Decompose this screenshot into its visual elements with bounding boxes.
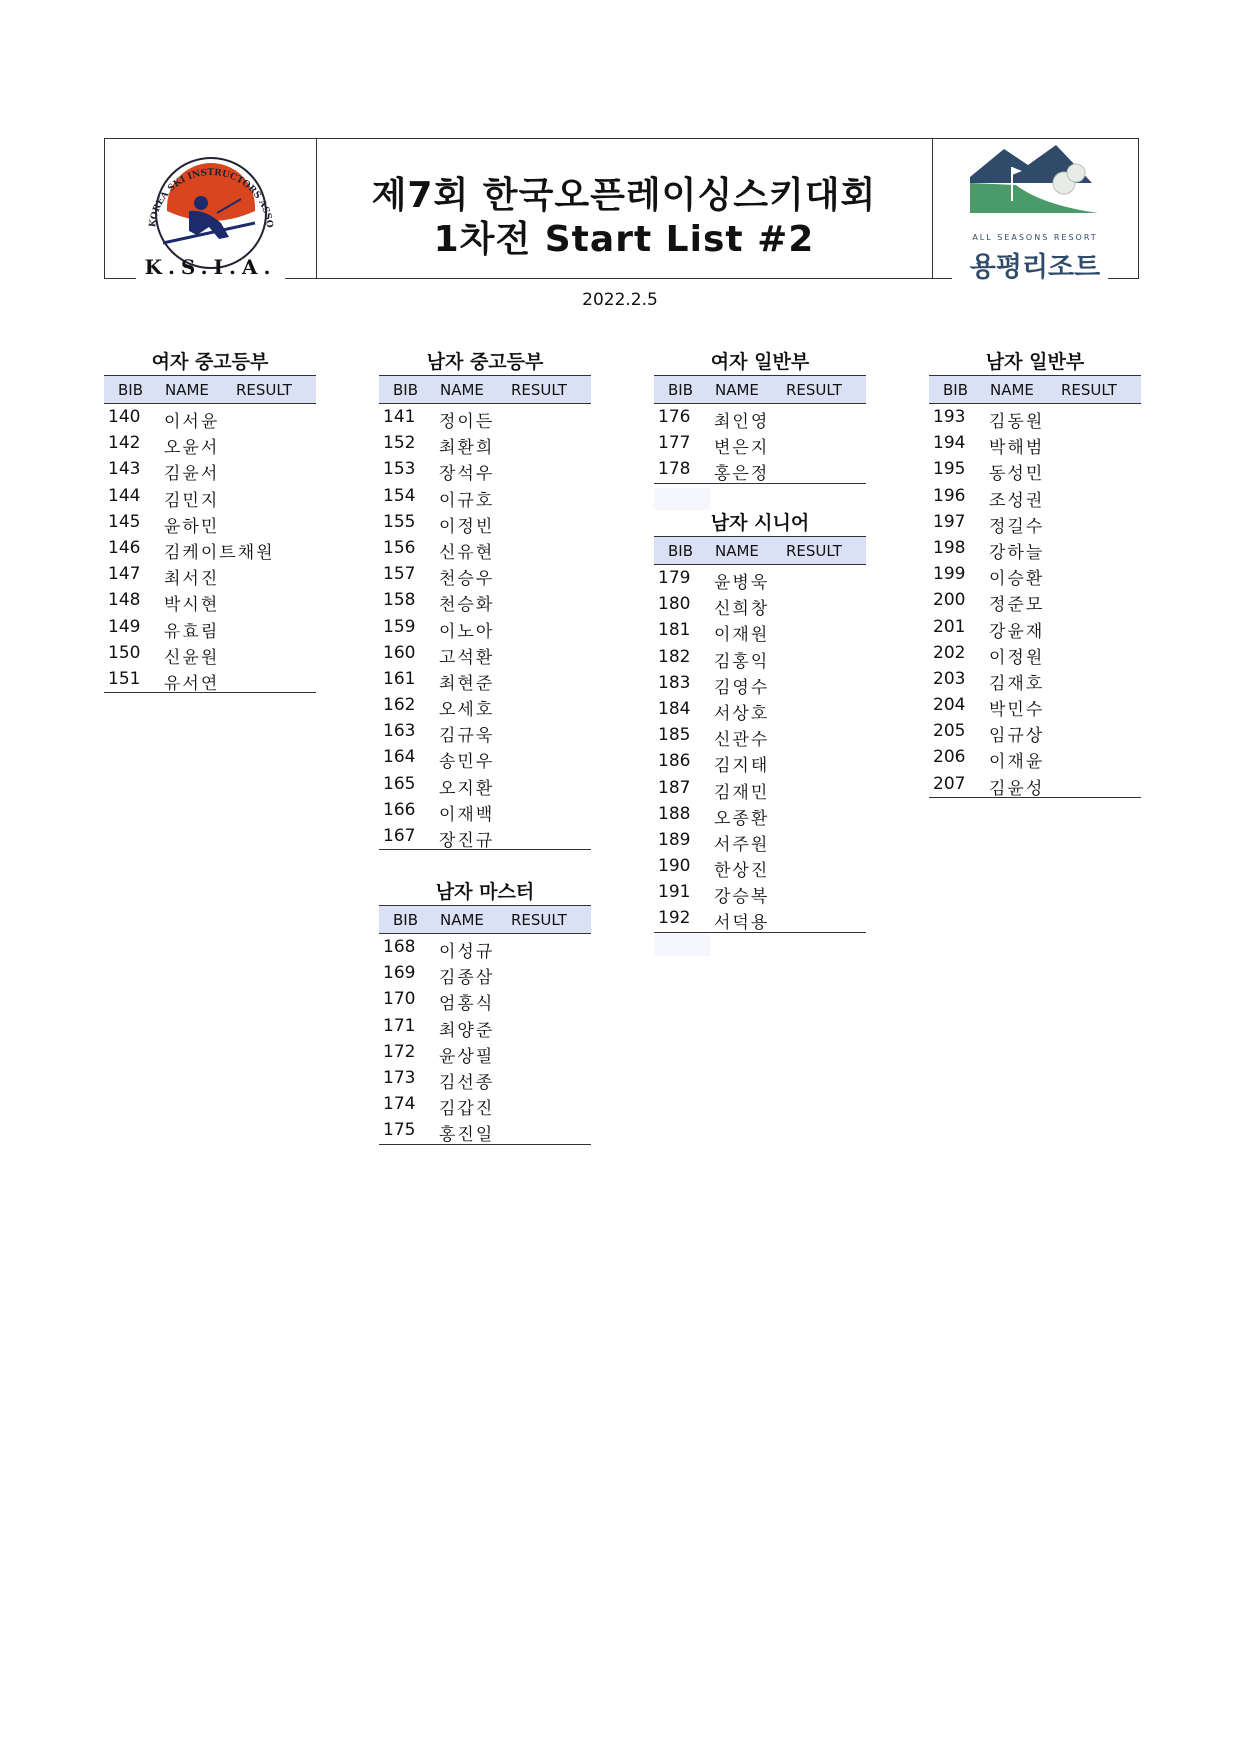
bib-number: 155	[383, 511, 416, 532]
column-bib: BIB	[943, 381, 969, 399]
table-row	[929, 561, 1141, 590]
bib-number: 200	[933, 590, 966, 611]
athlete-name: 이승환	[989, 569, 1045, 590]
athlete-name: 이서윤	[164, 412, 220, 432]
table-row	[654, 775, 866, 801]
bib-number: 153	[383, 459, 416, 480]
bib-number: 158	[383, 590, 416, 611]
table-row	[379, 614, 591, 640]
athlete-name: 김선종	[439, 1072, 495, 1093]
bib-number: 171	[383, 1015, 416, 1036]
section-men-senior	[654, 510, 866, 933]
table-row	[654, 827, 866, 853]
athlete-name: 김갑진	[439, 1099, 495, 1120]
bib-number: 149	[108, 616, 141, 637]
table-row	[379, 934, 591, 960]
section-title: 남자 마스터	[435, 881, 535, 903]
athlete-name: 이재원	[714, 625, 770, 646]
table-row	[379, 771, 591, 797]
column-bib: BIB	[393, 911, 419, 929]
table-row	[654, 430, 866, 459]
bib-number: 170	[383, 989, 416, 1010]
table-row	[654, 696, 866, 722]
table-row	[929, 456, 1141, 485]
athlete-name: 서덕용	[714, 913, 770, 934]
athlete-name: 이노아	[439, 621, 495, 642]
bib-number: 145	[108, 511, 141, 532]
bib-number: 195	[933, 459, 966, 480]
blank-cell	[654, 934, 710, 956]
bib-number: 143	[108, 459, 141, 480]
athlete-name: 변은지	[714, 438, 770, 459]
table-row	[654, 879, 866, 908]
ksia-arc-text: KOREA SKI INSTRUCTORS ASSO	[148, 167, 275, 229]
athlete-name: 최환희	[439, 438, 495, 459]
section-men-junior	[379, 349, 591, 850]
bib-number: 197	[933, 511, 966, 532]
table-row	[929, 614, 1141, 640]
table-row	[104, 535, 316, 561]
table-header	[654, 536, 866, 565]
athlete-name: 정길수	[989, 516, 1045, 537]
athlete-name: 최현준	[439, 673, 495, 694]
athlete-name: 엄홍식	[439, 994, 495, 1015]
event-date: 2022.2.5	[582, 290, 658, 310]
column-name: NAME	[715, 381, 759, 399]
table-row	[104, 509, 316, 535]
bib-number: 203	[933, 668, 966, 689]
column-result: RESULT	[786, 381, 842, 399]
bib-number: 204	[933, 695, 966, 716]
column-bib: BIB	[668, 542, 694, 560]
bib-number: 191	[658, 882, 691, 903]
table-row	[379, 404, 591, 430]
table-row	[379, 666, 591, 692]
table-row	[379, 960, 591, 989]
bib-number: 185	[658, 725, 691, 746]
bib-number: 159	[383, 616, 416, 637]
ksia-caption: K.S.I.A.	[144, 255, 277, 279]
page-subtitle: 1차전 Start List #2	[433, 219, 815, 260]
table-row	[104, 614, 316, 640]
athlete-name: 김영수	[714, 677, 770, 698]
table-row	[929, 587, 1141, 616]
table-row	[104, 666, 316, 692]
bib-number: 196	[933, 485, 966, 506]
bib-number: 174	[383, 1094, 416, 1115]
athlete-name: 조성권	[989, 490, 1045, 511]
athlete-name: 신관수	[714, 730, 770, 751]
athlete-name: 최서진	[164, 569, 220, 590]
table-row	[379, 587, 591, 616]
table-header	[104, 375, 316, 404]
table-row	[379, 1013, 591, 1039]
athlete-name: 이성규	[439, 942, 495, 962]
athlete-name: 김민지	[164, 490, 220, 511]
table-row	[929, 509, 1141, 535]
section-title: 여자 중고등부	[151, 351, 269, 373]
athlete-name: 김윤성	[989, 778, 1045, 799]
table-row	[379, 797, 591, 823]
bib-number: 187	[658, 777, 691, 798]
resort-name: 용평리조트	[969, 252, 1101, 283]
bib-number: 193	[933, 407, 966, 427]
athlete-name: 오지환	[439, 778, 495, 799]
athlete-name: 임규상	[989, 726, 1045, 747]
athlete-name: 송민우	[439, 752, 495, 773]
table-row	[104, 456, 316, 485]
table-row	[929, 404, 1141, 430]
table-row	[654, 456, 866, 485]
athlete-name: 홍진일	[439, 1125, 495, 1146]
table-row	[379, 456, 591, 485]
bib-number: 154	[383, 485, 416, 506]
bib-number: 184	[658, 698, 691, 719]
table-row	[929, 692, 1141, 721]
bib-number: 144	[108, 485, 141, 506]
table-row	[929, 535, 1141, 561]
bib-number: 202	[933, 642, 966, 663]
athlete-name: 오종환	[714, 808, 770, 829]
bib-number: 181	[658, 620, 691, 641]
athlete-name: 유서연	[164, 673, 220, 694]
section-women-junior	[104, 349, 316, 693]
table-body	[379, 404, 591, 850]
column-bib: BIB	[393, 381, 419, 399]
bib-number: 150	[108, 642, 141, 663]
athlete-name: 김규욱	[439, 726, 495, 747]
athlete-name: 박해범	[989, 438, 1045, 459]
bib-number: 151	[108, 668, 141, 689]
table-row	[654, 404, 866, 430]
athlete-name: 강윤재	[989, 621, 1045, 642]
table-row	[654, 670, 866, 696]
bib-number: 175	[383, 1120, 416, 1141]
athlete-name: 강하늘	[989, 542, 1045, 563]
bib-number: 190	[658, 856, 691, 877]
table-row	[929, 771, 1141, 797]
column-result: RESULT	[1061, 381, 1117, 399]
section-women-general	[654, 349, 866, 484]
table-body	[654, 404, 866, 484]
athlete-name: 오세호	[439, 700, 495, 721]
bib-number: 176	[658, 407, 691, 427]
bib-number: 168	[383, 937, 416, 957]
table-row	[379, 509, 591, 535]
table-row	[379, 823, 591, 849]
athlete-name: 김케이트채원	[164, 542, 275, 563]
table-row	[379, 430, 591, 459]
athlete-name: 김종삼	[439, 968, 495, 989]
table-row	[929, 430, 1141, 459]
table-row	[379, 744, 591, 773]
resort-logo	[932, 139, 1138, 239]
bib-number: 162	[383, 695, 416, 716]
athlete-name: 고석환	[439, 647, 495, 668]
athlete-name: 최인영	[714, 412, 770, 432]
athlete-name: 박시현	[164, 595, 220, 616]
athlete-name: 서주원	[714, 834, 770, 855]
athlete-name: 신윤원	[164, 647, 220, 668]
table-row	[654, 565, 866, 591]
table-header	[379, 375, 591, 404]
athlete-name: 김홍익	[714, 651, 770, 672]
table-row	[929, 483, 1141, 509]
table-row	[379, 1039, 591, 1065]
table-body	[654, 565, 866, 933]
column-name: NAME	[990, 381, 1034, 399]
bib-number: 198	[933, 537, 966, 558]
bib-number: 141	[383, 407, 416, 427]
bib-number: 147	[108, 564, 141, 585]
column-name: NAME	[165, 381, 209, 399]
athlete-name: 김동원	[989, 412, 1045, 432]
column-result: RESULT	[511, 911, 567, 929]
athlete-name: 김지태	[714, 756, 770, 777]
bib-number: 163	[383, 721, 416, 742]
table-row	[654, 748, 866, 777]
table-row	[379, 1065, 591, 1091]
athlete-name: 정이든	[439, 412, 495, 432]
bib-number: 201	[933, 616, 966, 637]
bib-number: 199	[933, 564, 966, 585]
column-result: RESULT	[786, 542, 842, 560]
resort-logo-cell	[932, 139, 1138, 283]
bib-number: 189	[658, 829, 691, 850]
athlete-name: 이규호	[439, 490, 495, 511]
table-row	[379, 1117, 591, 1146]
athlete-name: 신희창	[714, 599, 770, 620]
table-row	[104, 483, 316, 509]
table-row	[379, 561, 591, 590]
resort-tagline: ALL SEASONS RESORT	[972, 233, 1098, 242]
athlete-name: 윤병욱	[714, 573, 770, 593]
title-cell	[316, 139, 933, 279]
bib-number: 182	[658, 646, 691, 667]
table-row	[654, 801, 866, 827]
athlete-name: 신유현	[439, 542, 495, 563]
bib-number: 188	[658, 803, 691, 824]
athlete-name: 김재호	[989, 673, 1045, 694]
table-row	[929, 666, 1141, 692]
bib-number: 180	[658, 594, 691, 615]
athlete-name: 홍은정	[714, 464, 770, 485]
table-row	[379, 692, 591, 721]
table-header	[379, 905, 591, 934]
table-row	[654, 853, 866, 882]
table-row	[104, 404, 316, 430]
athlete-name: 이재백	[439, 804, 495, 825]
bib-number: 142	[108, 433, 141, 454]
table-row	[379, 986, 591, 1015]
athlete-name: 장진규	[439, 831, 495, 851]
athlete-name: 강승복	[714, 887, 770, 908]
athlete-name: 유효림	[164, 621, 220, 642]
section-title: 남자 일반부	[985, 351, 1085, 373]
table-body	[929, 404, 1141, 798]
bib-number: 183	[658, 672, 691, 693]
bib-number: 160	[383, 642, 416, 663]
column-bib: BIB	[118, 381, 144, 399]
bib-number: 167	[383, 826, 416, 846]
table-row	[654, 722, 866, 751]
bib-number: 172	[383, 1041, 416, 1062]
table-row	[654, 617, 866, 646]
bib-number: 205	[933, 721, 966, 742]
athlete-name: 이정원	[989, 647, 1045, 668]
bib-number: 166	[383, 799, 416, 820]
page-title: 제7회 한국오픈레이싱스키대회	[371, 175, 877, 216]
athlete-name: 천승우	[439, 569, 495, 590]
athlete-name: 윤하민	[164, 516, 220, 537]
table-row	[654, 591, 866, 620]
table-header	[654, 375, 866, 404]
table-row	[929, 744, 1141, 773]
bib-number: 206	[933, 747, 966, 768]
athlete-name: 동성민	[989, 464, 1045, 485]
column-result: RESULT	[236, 381, 292, 399]
athlete-name: 이재윤	[989, 752, 1045, 773]
section-title: 남자 중고등부	[426, 351, 544, 373]
bib-number: 179	[658, 568, 691, 588]
athlete-name: 천승화	[439, 595, 495, 616]
blank-cell	[654, 488, 710, 510]
column-bib: BIB	[668, 381, 694, 399]
table-row	[654, 644, 866, 670]
section-men-general	[929, 349, 1141, 798]
bib-number: 161	[383, 668, 416, 689]
bib-number: 148	[108, 590, 141, 611]
athlete-name: 한상진	[714, 861, 770, 882]
athlete-name: 오윤서	[164, 438, 220, 459]
table-header	[929, 375, 1141, 404]
athlete-name: 장석우	[439, 464, 495, 485]
table-row	[379, 535, 591, 561]
table-row	[929, 640, 1141, 666]
bib-number: 178	[658, 459, 691, 480]
column-name: NAME	[715, 542, 759, 560]
bib-number: 169	[383, 963, 416, 984]
bib-number: 207	[933, 773, 966, 794]
table-row	[379, 640, 591, 666]
table-row	[654, 905, 866, 934]
athlete-name: 정준모	[989, 595, 1045, 616]
table-row	[104, 587, 316, 616]
bib-number: 192	[658, 908, 691, 929]
table-row	[379, 718, 591, 747]
table-row	[104, 430, 316, 459]
section-title: 여자 일반부	[710, 351, 810, 373]
table-row	[929, 718, 1141, 747]
bib-number: 156	[383, 537, 416, 558]
athlete-name: 김윤서	[164, 464, 220, 485]
table-row	[104, 561, 316, 590]
section-men-master	[379, 879, 591, 1145]
athlete-name: 이정빈	[439, 516, 495, 537]
table-row	[379, 483, 591, 509]
bib-number: 194	[933, 433, 966, 454]
bib-number: 177	[658, 433, 691, 454]
column-name: NAME	[440, 911, 484, 929]
bib-number: 157	[383, 564, 416, 585]
bib-number: 146	[108, 537, 141, 558]
athlete-name: 윤상필	[439, 1046, 495, 1067]
bib-number: 186	[658, 751, 691, 772]
bib-number: 152	[383, 433, 416, 454]
table-body	[104, 404, 316, 693]
bib-number: 165	[383, 773, 416, 794]
table-row	[104, 640, 316, 666]
column-name: NAME	[440, 381, 484, 399]
athlete-name: 최양준	[439, 1020, 495, 1041]
athlete-name: 박민수	[989, 700, 1045, 721]
document-header	[104, 138, 1139, 283]
table-row	[379, 1091, 591, 1120]
athlete-name: 서상호	[714, 703, 770, 724]
athlete-name: 김재민	[714, 782, 770, 803]
bib-number: 173	[383, 1067, 416, 1088]
table-body	[379, 934, 591, 1145]
bib-number: 140	[108, 407, 141, 427]
bib-number: 164	[383, 747, 416, 768]
ksia-logo-cell	[105, 139, 317, 279]
column-result: RESULT	[511, 381, 567, 399]
section-title: 남자 시니어	[710, 512, 810, 534]
